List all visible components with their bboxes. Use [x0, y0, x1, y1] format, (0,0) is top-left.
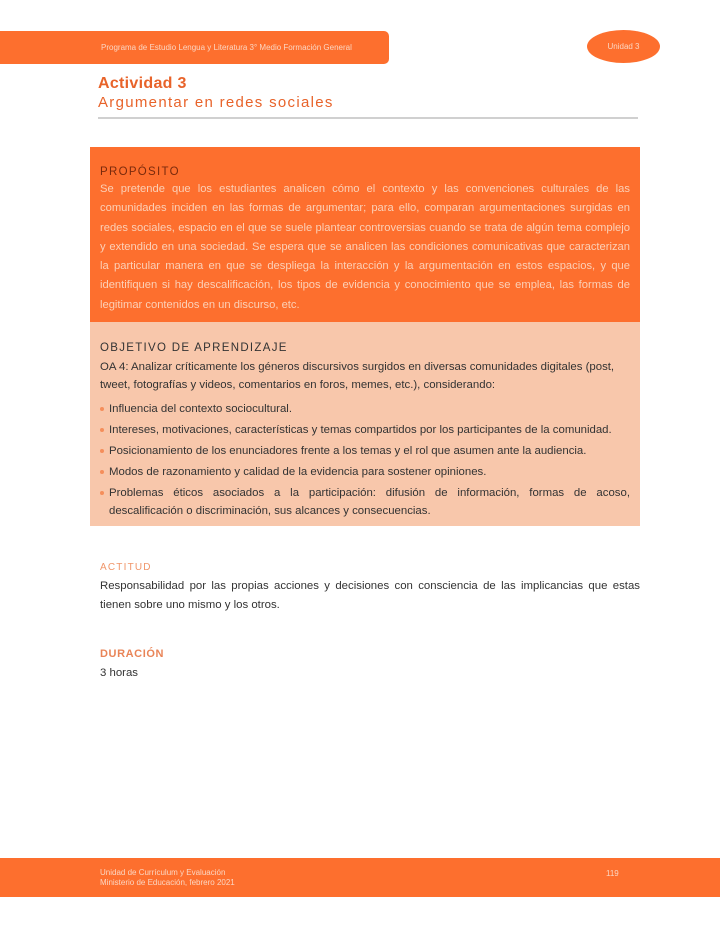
list-item: Problemas éticos asociados a la participación: difusión de información, formas de acoso, descalificación o discriminación, sus alcances y consecuencias.: [100, 484, 630, 520]
title-divider: [98, 117, 638, 119]
attitude-section: [100, 561, 640, 615]
bullet-icon: [100, 428, 104, 432]
objective-label: OBJETIVO DE APRENDIZAJE: [100, 342, 288, 354]
purpose-section: [90, 147, 640, 322]
footer-bar: [0, 858, 720, 897]
header-bar: [0, 31, 389, 64]
objective-section: [90, 322, 640, 526]
attitude-label: ACTITUD: [100, 562, 152, 573]
footer-line-1: Unidad de Currículum y Evaluación: [100, 868, 226, 877]
program-title: Programa de Estudio Lengua y Literatura 3° Medio Formación General: [101, 43, 352, 52]
activity-title: Actividad 3: [98, 75, 187, 92]
attitude-text: Responsabilidad por las propias acciones y decisiones con consciencia de las implicancias que estas tienen sobre uno mismo y los otros.: [100, 580, 640, 611]
unit-badge: [587, 30, 660, 63]
unit-badge-label: Unidad 3: [607, 42, 640, 51]
activity-title-block: [98, 74, 334, 112]
duration-section: [100, 647, 640, 682]
bullet-icon: [100, 407, 104, 411]
objective-bullet-list: [100, 400, 630, 520]
activity-subtitle: Argumentar en redes sociales: [98, 94, 334, 111]
bullet-icon: [100, 449, 104, 453]
footer-credits: [100, 868, 235, 888]
footer-line-2: Ministerio de Educación, febrero 2021: [100, 878, 235, 887]
bullet-icon: [100, 470, 104, 474]
list-item: Modos de razonamiento y calidad de la evidencia para sostener opiniones.: [100, 463, 630, 481]
list-item: Intereses, motivaciones, características y temas compartidos por los participantes de la comunidad.: [100, 421, 630, 439]
duration-label: DURACIÓN: [100, 648, 165, 660]
purpose-label: PROPÓSITO: [100, 166, 180, 178]
page-number: 119: [606, 869, 619, 878]
purpose-text: Se pretende que los estudiantes analicen cómo el contexto y las convenciones culturales de las comunidades inciden en las formas de argumentar; para ello, comparan argumentaciones surgidas en redes sociales, espacio en el que se suele plantear controversias cuando se trata de algún tema complejo y extendido en una sociedad. Se espera que se analicen las condiciones comunicativas que caracterizan la particular manera en que se despliega la interacción y la argumentación en estos espacios, y que identifiquen si hay descalificación, los tipos de evidencia y conocimiento que se emplea, las formas de legitimar contenidos en un discurso, etc.: [100, 183, 630, 311]
bullet-icon: [100, 491, 104, 495]
duration-value: 3 horas: [100, 667, 138, 679]
list-item: Posicionamiento de los enunciadores frente a los temas y el rol que asumen ante la audiencia.: [100, 442, 630, 460]
list-item: Influencia del contexto sociocultural.: [100, 400, 630, 418]
objective-text: OA 4: Analizar críticamente los géneros discursivos surgidos en diversas comunidades digitales (post, tweet, fotografías y videos, comentarios en foros, memes, etc.), considerando:: [100, 361, 615, 391]
